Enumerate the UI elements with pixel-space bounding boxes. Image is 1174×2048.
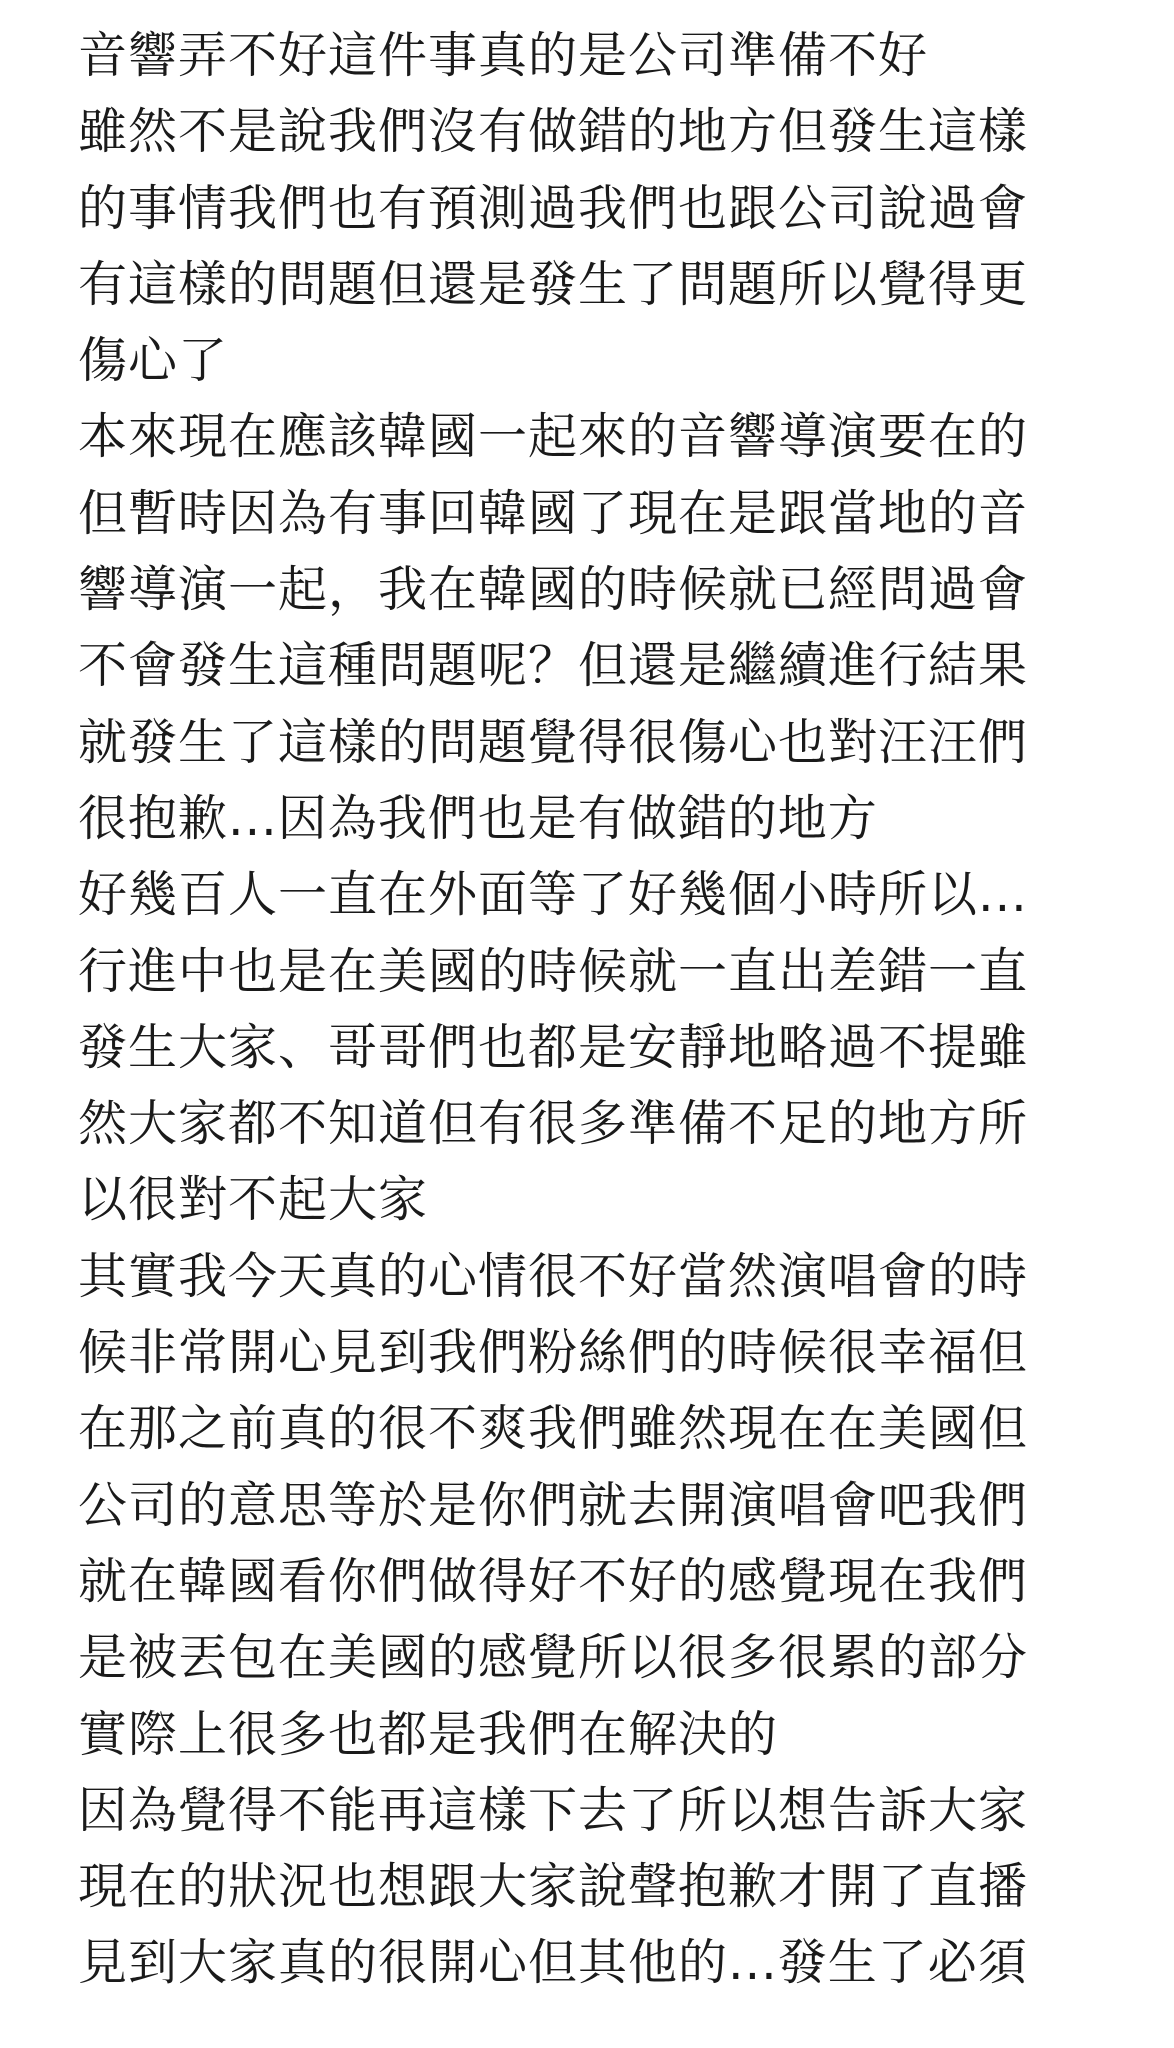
text-line: 在那之前真的很不爽我們雖然現在在美國但 xyxy=(78,1400,1029,1458)
text-line: 本來現在應該韓國一起來的音響導演要在的 xyxy=(78,408,1029,466)
text-line: 就發生了這樣的問題覺得很傷心也對汪汪們 xyxy=(78,713,1029,771)
text-line: 行進中也是在美國的時候就一直出差錯一直 xyxy=(78,942,1029,1000)
text-line: 傷心了 xyxy=(78,332,229,390)
text-line: 公司的意思等於是你們就去開演唱會吧我們 xyxy=(78,1476,1029,1534)
text-line: 不會發生這種問題呢？但還是繼續進行結果 xyxy=(78,637,1029,695)
text-line: 見到大家真的很開心但其他的...發生了必須 xyxy=(78,1934,1028,1992)
text-line: 的事情我們也有預測過我們也跟公司說過會 xyxy=(78,179,1029,237)
text-line: 現在的狀況也想跟大家說聲抱歉才開了直播 xyxy=(78,1858,1029,1916)
text-line: 是被丟包在美國的感覺所以很多很累的部分 xyxy=(78,1629,1029,1687)
text-line: 因為覺得不能再這樣下去了所以想告訴大家 xyxy=(78,1781,1029,1839)
text-line: 但暫時因為有事回韓國了現在是跟當地的音 xyxy=(78,484,1029,542)
text-document xyxy=(78,18,1158,2002)
text-line: 以很對不起大家 xyxy=(78,1171,429,1229)
text-line: 發生大家、哥哥們也都是安靜地略過不提雖 xyxy=(78,1018,1029,1076)
text-line: 好幾百人一直在外面等了好幾個小時所以... xyxy=(78,866,1028,924)
text-line: 就在韓國看你們做得好不好的感覺現在我們 xyxy=(78,1552,1029,1610)
text-line: 響導演一起，我在韓國的時候就已經問過會 xyxy=(78,561,1029,619)
text-line: 其實我今天真的心情很不好當然演唱會的時 xyxy=(78,1247,1029,1305)
text-line: 實際上很多也都是我們在解決的 xyxy=(78,1705,779,1763)
text-line: 候非常開心見到我們粉絲們的時候很幸福但 xyxy=(78,1324,1029,1382)
text-line: 有這樣的問題但還是發生了問題所以覺得更 xyxy=(78,255,1029,313)
text-line: 然大家都不知道但有很多準備不足的地方所 xyxy=(78,1095,1029,1153)
text-line: 很抱歉...因為我們也是有做錯的地方 xyxy=(78,789,878,847)
text-line: 雖然不是說我們沒有做錯的地方但發生這樣 xyxy=(78,103,1029,161)
text-line: 音響弄不好這件事真的是公司準備不好 xyxy=(78,27,929,84)
